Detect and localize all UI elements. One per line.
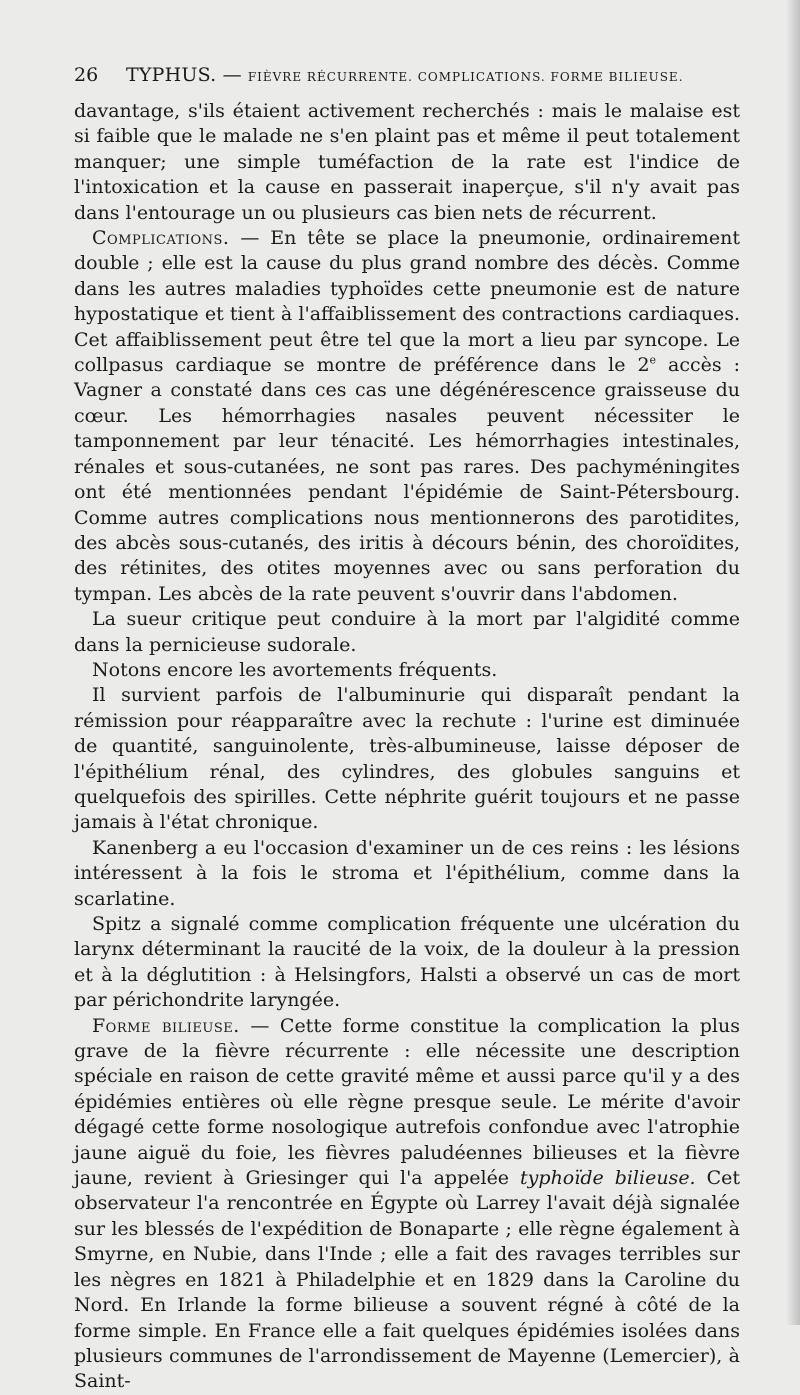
page-body <box>74 99 740 1395</box>
paragraph-complications <box>74 226 740 607</box>
paragraph-text: — En tête se place la pneumonie, ordinairement double ; elle est la cause du plus grand nombre des décès. Comme dans les autres maladies typhoïdes cette pneumonie est de nature hypostatique et tient à l'affaiblissement des contractions cardiaques. Cet affaiblissement peut être tel que la mort a lieu par syncope. Le collpasus cardiaque se montre de préférence dans le 2 <box>74 227 740 377</box>
running-title: TYPHUS. — <box>126 64 242 86</box>
paragraph-albuminurie: Il survient parfois de l'albuminurie qui disparaît pendant la rémission pour réapparaître avec la rechute : l'urine est diminuée de quantité, sanguinolente, très-albumineuse, laisse déposer de l'épithélium rénal, des cylindres, des globules sanguins et quelquefois des spirilles. Cette néphrite guérit toujours et ne passe jamais à l'état chronique. <box>74 684 740 834</box>
paragraph-text: Cet observateur l'a rencontrée en Égypte où Larrey l'avait déjà signalée sur les blessés de l'expédition de Bonaparte ; elle règne également à Smyrne, en Nubie, dans l'Inde ; elle a fait des ravages terribles sur les nègres en 1821 à Philadelphie et en 1829 dans la Caroline du Nord. En Irlande la forme bilieuse a souvent régné à côté de la forme simple. En France elle a fait quelques épidémies isolées dans plusieurs communes de l'arrondissement de Mayenne (Lemercier), à Saint- <box>74 1167 740 1393</box>
paragraph-continuation: davantage, s'ils étaient activement recherchés : mais le malaise est si faible que le malade ne s'en plaint pas et même il peut totalement manquer; une simple tuméfaction de la rate est l'indice de l'intoxication et la cause en passerait inaperçue, s'il n'y avait pas dans l'entourage un ou plusieurs cas bien nets de récurrent. <box>74 100 740 224</box>
paragraph-text: — Cette forme constitue la complication la plus grave de la fièvre récurrente : elle nécessite une description spéciale en raison de cette gravité même et aussi parce qu'il y a des épidémies entières où elle règne presque seule. Le mérite d'avoir dégagé cette forme nosologique autrefois confondue avec l'atrophie jaune aiguë du foie, les fièvres paludéennes bilieuses et la fièvre jaune, revient à Griesinger qui l'a appelée <box>74 1014 740 1190</box>
paragraph-kanenberg: Kanenberg a eu l'occasion d'examiner un de ces reins : les lésions intéressent à la fois le stroma et l'épithélium, comme dans la scarlatine. <box>74 836 740 910</box>
page-number: 26 <box>74 64 99 86</box>
section-heading-complications: Complications. <box>92 227 230 250</box>
paragraph-spitz: Spitz a signalé comme complication fréquente une ulcération du larynx déterminant la raucité de la voix, de la douleur à la pression et à la déglutition : à Helsingfors, Halsti a observé un cas de mort par périchondrite laryngée. <box>74 913 740 1012</box>
paragraph-avortements: Notons encore les avortements fréquents. <box>92 658 498 681</box>
page-edge-shadow <box>786 0 800 1325</box>
paragraph-sueur: La sueur critique peut conduire à la mort par l'algidité comme dans la pernicieuse sudorale. <box>74 608 740 656</box>
paragraph-text: accès : Vagner a constaté dans ces cas une dégénérescence graisseuse du cœur. Les hémorrhagies nasales peuvent nécessiter le tamponnement par leur ténacité. Les hémorrhagies intestinales, rénales et sous-cutanées, ne sont pas rares. Des pachyméningites ont été mentionnées pendant l'épidémie de Saint-Pétersbourg. Comme autres complications nous mentionnerons des parotidites, des abcès sous-cutanés, des iritis à décours bénin, des choroïdites, des rétinites, des otites moyennes avec ou sans perforation du tympan. Les abcès de la rate peuvent s'ouvrir dans l'abdomen. <box>74 354 740 605</box>
italic-term: typhoïde bilieuse. <box>520 1167 696 1190</box>
paragraph-forme-bilieuse <box>74 1014 740 1395</box>
running-subtitle: FIÈVRE RÉCURRENTE. COMPLICATIONS. FORME BILIEUSE. <box>247 70 684 84</box>
running-header <box>74 64 734 86</box>
superscript: e <box>649 353 657 367</box>
section-heading-forme-bilieuse: Forme bilieuse. <box>92 1014 240 1037</box>
